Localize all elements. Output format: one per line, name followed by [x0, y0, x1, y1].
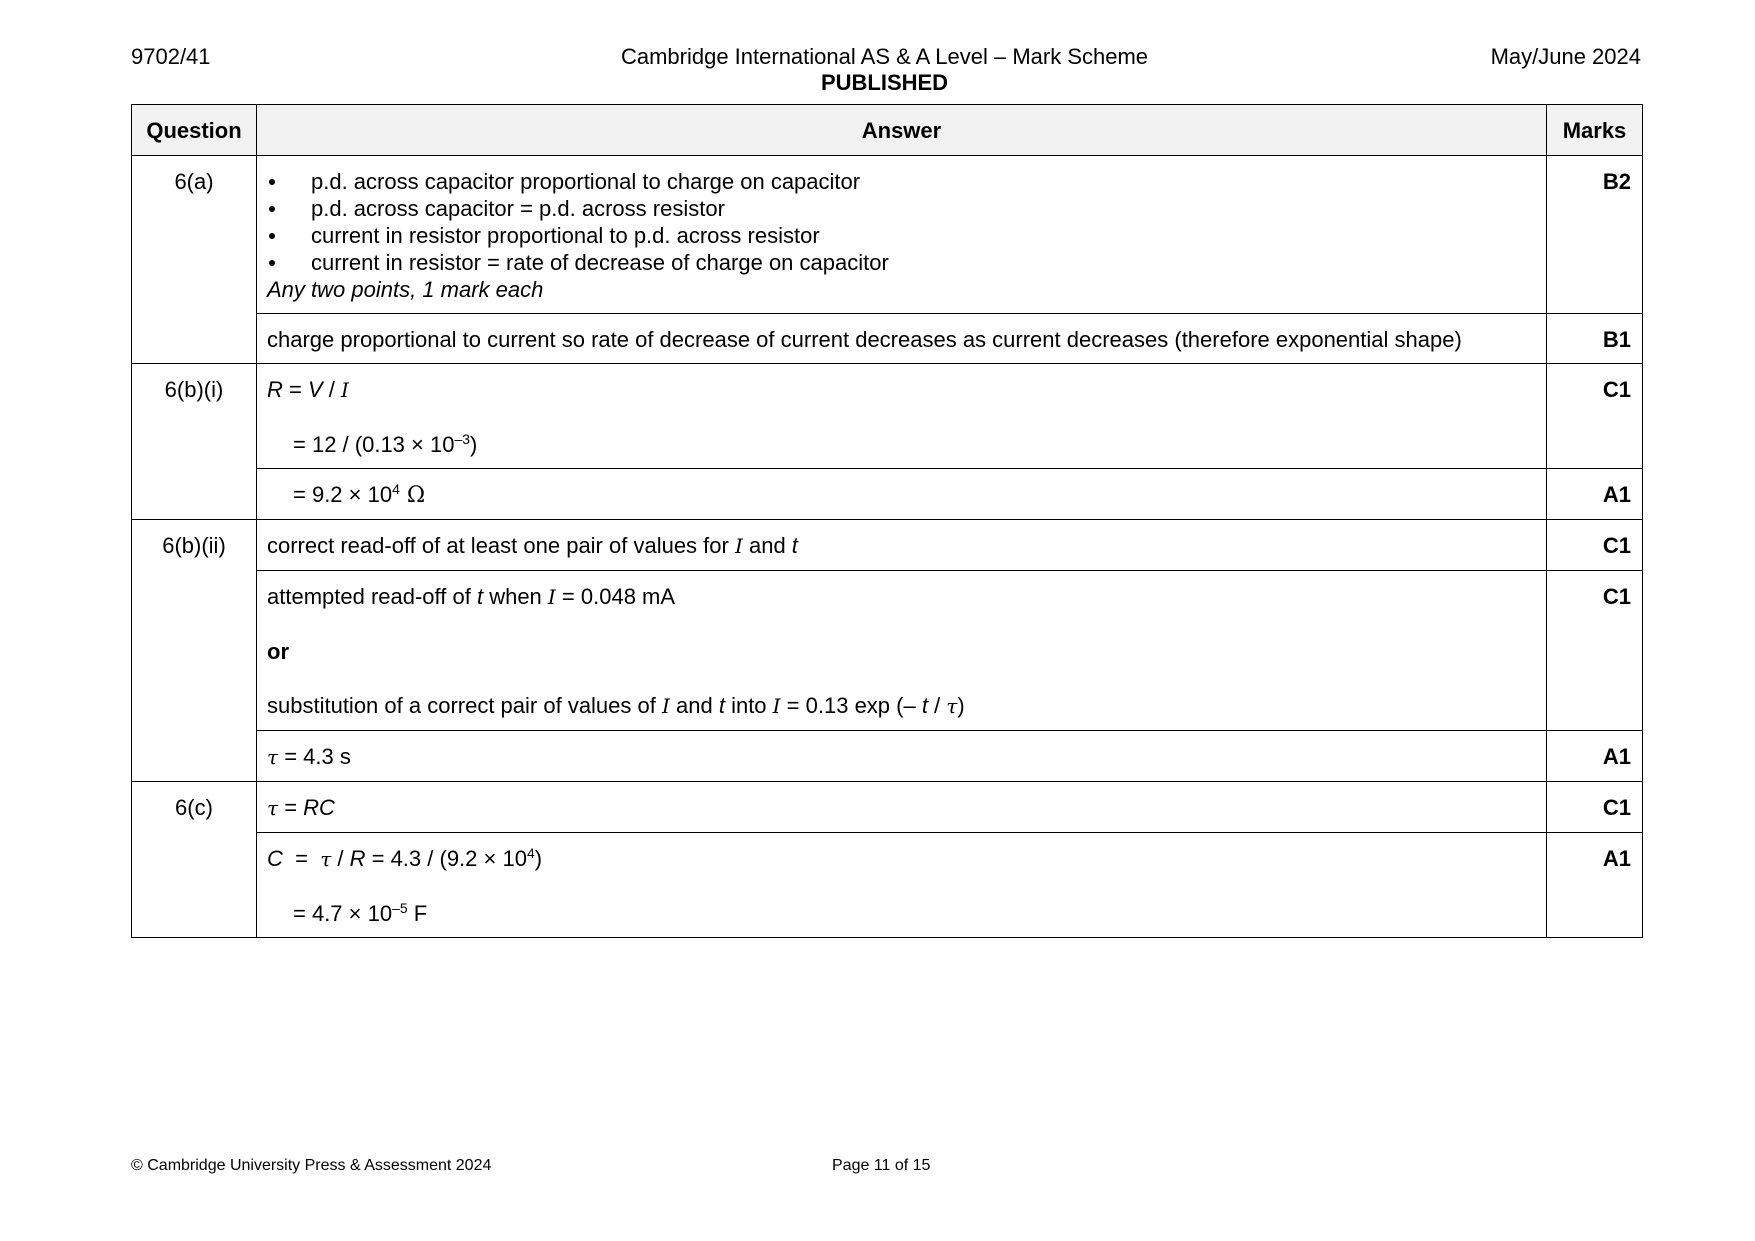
- mark-scheme-table: [131, 104, 1643, 938]
- table-row: [132, 731, 1643, 782]
- column-header-answer: Answer: [257, 105, 1547, 156]
- answer-cell: [257, 469, 1547, 520]
- question-label-6bi: 6(b)(i): [132, 364, 257, 520]
- bullet-item: p.d. across capacitor = p.d. across resistor: [267, 195, 1536, 222]
- mark-cell: A1: [1547, 731, 1643, 782]
- table-row: [132, 314, 1643, 364]
- marking-note: Any two points, 1 mark each: [267, 277, 544, 302]
- formula-line: R = V / I: [267, 377, 349, 402]
- formula-line: $C = \tau / R = 4.3 / (9.2 \times 10^4)$: [267, 845, 543, 871]
- mark-cell: A1: [1547, 469, 1643, 520]
- result-line: = $9.2 \times 10^4$ Ω: [293, 481, 426, 508]
- answer-cell: τ = 4.3 s: [257, 731, 1547, 782]
- table-row: [132, 156, 1643, 314]
- mark-cell: C1: [1547, 782, 1643, 833]
- answer-line: substitution of a correct pair of values of I and t into I = 0.13 exp (– t / τ): [267, 693, 965, 718]
- answer-text: charge proportional to current so rate of decrease of current decreases as current decreases (therefore exponential shape): [267, 327, 1462, 352]
- table-row: [132, 833, 1643, 938]
- answer-cell: [257, 833, 1547, 938]
- published-label: PUBLISHED: [820, 70, 949, 95]
- answer-line: attempted read-off of t when I = 0.048 mA: [267, 584, 676, 609]
- table-header-row: [132, 105, 1643, 156]
- copyright-notice: © Cambridge University Press & Assessment 2024: [131, 1157, 492, 1174]
- answer-cell: correct read-off of at least one pair of values for I and t: [257, 520, 1547, 571]
- answer-cell: [257, 364, 1547, 469]
- table-row: [132, 364, 1643, 469]
- bullet-item: current in resistor proportional to p.d. across resistor: [267, 222, 1536, 249]
- exam-session: May/June 2024: [1490, 44, 1641, 69]
- substitution-line: = $12 / (0.13 \times 10^{-3})$: [293, 431, 478, 457]
- answer-cell: [257, 571, 1547, 731]
- column-header-question: Question: [132, 105, 257, 156]
- mark-cell: B1: [1547, 314, 1643, 364]
- table-row: [132, 782, 1643, 833]
- mark-cell: A1: [1547, 833, 1643, 938]
- table-row: [132, 469, 1643, 520]
- question-label-6bii: 6(b)(ii): [132, 520, 257, 782]
- mark-cell: C1: [1547, 520, 1643, 571]
- mark-cell: C1: [1547, 364, 1643, 469]
- mark-cell: C1: [1547, 571, 1643, 731]
- question-label-6c: 6(c): [132, 782, 257, 938]
- page-number: Page 11 of 15: [832, 1157, 931, 1174]
- table-row: [132, 571, 1643, 731]
- column-header-marks: Marks: [1547, 105, 1643, 156]
- answer-cell: τ = RC: [257, 782, 1547, 833]
- answer-cell: [257, 314, 1547, 364]
- question-label-6a: 6(a): [132, 156, 257, 364]
- result-line: = $4.7 \times 10^{-5}$ F: [293, 900, 428, 926]
- mark-cell: B2: [1547, 156, 1643, 314]
- document-title: Cambridge International AS & A Level – Mark Scheme: [620, 44, 1149, 69]
- answer-cell: [257, 156, 1547, 314]
- paper-code: 9702/41: [131, 44, 211, 69]
- bullet-item: current in resistor = rate of decrease of charge on capacitor: [267, 249, 1536, 276]
- bullet-item: p.d. across capacitor proportional to charge on capacitor: [267, 168, 1536, 195]
- or-separator: or: [267, 639, 289, 664]
- table-row: [132, 520, 1643, 571]
